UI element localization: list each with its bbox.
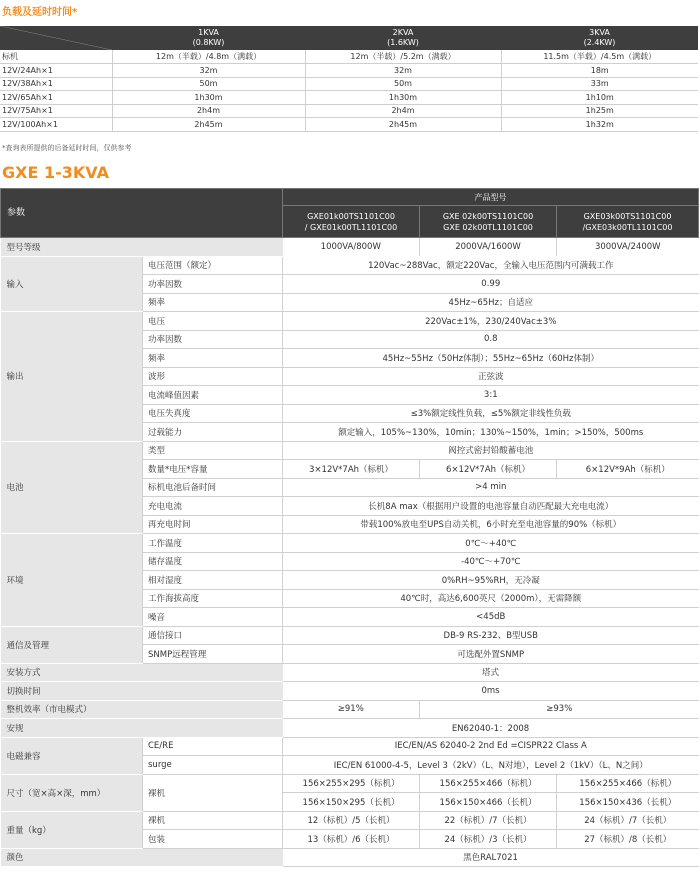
- cell-value: 正弦波: [283, 367, 699, 386]
- backup-time-table: [0, 26, 698, 132]
- row-label: 裸机: [143, 774, 283, 811]
- cell-value: 156×150×466（长机）: [420, 793, 557, 812]
- cell-value: 0℃～+40℃: [283, 534, 699, 553]
- cell-value: 18m: [501, 64, 698, 78]
- cell-value: 156×255×295（标机）: [283, 774, 420, 793]
- row-label: 过载能力: [143, 423, 283, 442]
- cell-value: 3×12V*7Ah（标机）: [283, 460, 420, 479]
- diagonal-header-cell: [0, 26, 112, 50]
- row-label: 安装方式: [1, 663, 283, 682]
- cell-value: 2000VA/1600W: [420, 238, 557, 257]
- row-label: 再充电时间: [143, 515, 283, 534]
- table-row: [1, 700, 699, 719]
- spec-section-title: GXE 1-3KVA: [2, 163, 109, 182]
- backup-header-row: [0, 26, 698, 50]
- table-row: [1, 534, 699, 553]
- row-label: 12V/38Ah×1: [0, 77, 112, 91]
- cell-value: 24（标机）/7（长机）: [557, 811, 699, 830]
- row-label: 电流峰值因素: [143, 386, 283, 405]
- table-row: [1, 811, 699, 830]
- cell-value: -40℃～+70℃: [283, 552, 699, 571]
- row-label: 通信接口: [143, 626, 283, 645]
- cell-value: 3:1: [283, 386, 699, 405]
- row-label: CE/RE: [143, 737, 283, 756]
- cell-value: 50m: [305, 77, 501, 91]
- row-label: 电压范围（额定）: [143, 256, 283, 275]
- table-row: [0, 91, 698, 105]
- cell-value: 带载100%放电至UPS自动关机，6小时充至电池容量的90%（标机）: [283, 515, 699, 534]
- table-row: [0, 118, 698, 132]
- table-row: [1, 663, 699, 682]
- row-label: 12V/24Ah×1: [0, 64, 112, 78]
- cell-value: 可选配外置SNMP: [283, 645, 699, 664]
- cell-value: 32m: [305, 64, 501, 78]
- row-label: 裸机: [143, 811, 283, 830]
- header-1kva: 1KVA (0.8KW): [112, 26, 305, 50]
- cell-value: >4 min: [283, 478, 699, 497]
- row-label: surge: [143, 756, 283, 775]
- cell-value: 12（标机）/5（长机）: [283, 811, 420, 830]
- cell-value: 塔式: [283, 663, 699, 682]
- cell-value: 156×255×466（标机）: [420, 774, 557, 793]
- cell-value: EN62040-1：2008: [283, 719, 699, 738]
- cell-value: 156×255×466（标机）: [557, 774, 699, 793]
- cell-value: <45dB: [283, 608, 699, 627]
- category-label: 输出: [1, 312, 143, 442]
- cell-value: 156×150×295（长机）: [283, 793, 420, 812]
- backup-footnote: *查询表所提供的后备延时时间，仅供参考: [2, 144, 132, 152]
- model-3: GXE03k00TS1101C00 /GXE03k00TL1101C00: [557, 206, 699, 238]
- cell-value: 长机8A max（根据用户设置的电池容量自动匹配最大充电电流）: [283, 497, 699, 516]
- row-label: 12V/75Ah×1: [0, 104, 112, 118]
- cell-value: 阀控式密封铅酸蓄电池: [283, 441, 699, 460]
- cell-value: 2h45m: [305, 118, 501, 132]
- category-label: 重量（kg）: [1, 811, 143, 848]
- table-row: [1, 441, 699, 460]
- row-label: SNMP远程管理: [143, 645, 283, 664]
- row-label: 包装: [143, 830, 283, 849]
- cell-value: 50m: [112, 77, 305, 91]
- header-2kva: 2KVA (1.6KW): [305, 26, 501, 50]
- table-row: [0, 64, 698, 78]
- table-row: [1, 238, 699, 257]
- row-label: 整机效率（市电模式）: [1, 700, 283, 719]
- table-row: [0, 77, 698, 91]
- row-label: 类型: [143, 441, 283, 460]
- table-row: [1, 312, 699, 331]
- cell-value: 1h10m: [501, 91, 698, 105]
- row-label: 工作温度: [143, 534, 283, 553]
- cell-value: DB-9 RS-232、B型USB: [283, 626, 699, 645]
- row-label: 切换时间: [1, 682, 283, 701]
- row-label: 型号等级: [1, 238, 283, 257]
- category-label: 输入: [1, 256, 143, 312]
- cell-value: 1000VA/800W: [283, 238, 420, 257]
- cell-value: 0ms: [283, 682, 699, 701]
- cell-value: IEC/EN/AS 62040-2 2nd Ed =CISPR22 Class A: [283, 737, 699, 756]
- row-label: 标机电池后备时间: [143, 478, 283, 497]
- row-label: 功率因数: [143, 275, 283, 294]
- cell-value: ≥93%: [420, 700, 699, 719]
- cell-value: 33m: [501, 77, 698, 91]
- cell-value: 40℃时，高达6,600英尺（2000m），无需降额: [283, 589, 699, 608]
- spec-header-row: [1, 189, 699, 206]
- row-label: 工作海拔高度: [143, 589, 283, 608]
- row-label: 频率: [143, 293, 283, 312]
- cell-value: 120Vac~288Vac，额定220Vac，全输入电压范围内可满载工作: [283, 256, 699, 275]
- cell-value: 2h4m: [305, 104, 501, 118]
- row-label: 数量*电压*容量: [143, 460, 283, 479]
- cell-value: 45Hz~55Hz（50Hz体制）；55Hz~65Hz（60Hz体制）: [283, 349, 699, 368]
- category-label: 尺寸（宽×高×深，mm）: [1, 774, 143, 811]
- cell-value: 24（标机）/3（长机）: [420, 830, 557, 849]
- row-label: 12V/65Ah×1: [0, 91, 112, 105]
- header-3kva: 3KVA (2.4KW): [501, 26, 698, 50]
- cell-value: 12m（半载）/4.8m（满载）: [112, 50, 305, 64]
- cell-value: 3000VA/2400W: [557, 238, 699, 257]
- row-label: 相对湿度: [143, 571, 283, 590]
- category-label: 通信及管理: [1, 626, 143, 663]
- cell-value: 2h4m: [112, 104, 305, 118]
- cell-value: 12m（半载）/5.2m（满载）: [305, 50, 501, 64]
- cell-value: 6×12V*7Ah（标机）: [420, 460, 557, 479]
- row-label: 电压: [143, 312, 283, 331]
- param-header: 参数: [1, 189, 283, 238]
- cell-value: 黑色RAL7021: [283, 848, 699, 867]
- cell-value: 156×150×436（长机）: [557, 793, 699, 812]
- category-label: 电池: [1, 441, 143, 534]
- table-row: [1, 848, 699, 867]
- cell-value: 1h30m: [305, 91, 501, 105]
- table-row: [1, 256, 699, 275]
- table-row: [1, 682, 699, 701]
- row-label: 安规: [1, 719, 283, 738]
- cell-value: 0.8: [283, 330, 699, 349]
- cell-value: 11.5m（半载）/4.5m（满载）: [501, 50, 698, 64]
- table-row: [0, 50, 698, 64]
- row-label: 功率因数: [143, 330, 283, 349]
- row-label: 波形: [143, 367, 283, 386]
- row-label: 噪音: [143, 608, 283, 627]
- cell-value: 6×12V*9Ah（标机）: [557, 460, 699, 479]
- cell-value: 32m: [112, 64, 305, 78]
- table-row: [1, 737, 699, 756]
- cell-value: ≤3%额定线性负载，≤5%额定非线性负载: [283, 404, 699, 423]
- cell-value: 22（标机）/7（长机）: [420, 811, 557, 830]
- row-label: 12V/100Ah×1: [0, 118, 112, 132]
- backup-section-title: 负载及延时时间*: [2, 7, 78, 18]
- cell-value: 27（标机）/8（长机）: [557, 830, 699, 849]
- row-label: 电压失真度: [143, 404, 283, 423]
- model-header: 产品型号: [283, 189, 699, 206]
- table-row: [0, 104, 698, 118]
- model-1: GXE01k00TS1101C00 / GXE01k00TL1101C00: [283, 206, 420, 238]
- cell-value: 0%RH~95%RH，无冷凝: [283, 571, 699, 590]
- cell-value: 额定输入，105%~130%，10min；130%~150%，1min；>150%，500ms: [283, 423, 699, 442]
- category-label: 电磁兼容: [1, 737, 143, 774]
- row-label: 储存温度: [143, 552, 283, 571]
- table-row: [1, 626, 699, 645]
- table-row: [1, 719, 699, 738]
- model-2: GXE 02k00TS1101C00 GXE 02k00TL1101C00: [420, 206, 557, 238]
- row-label: 频率: [143, 349, 283, 368]
- cell-value: IEC/EN 61000-4-5，Level 3（2kV）（L、N对地），Level 2（1kV）（L、N之间）: [283, 756, 699, 775]
- table-row: [1, 774, 699, 793]
- cell-value: 45Hz~65Hz；自适应: [283, 293, 699, 312]
- row-label: 标机: [0, 50, 112, 64]
- row-label: 颜色: [1, 848, 283, 867]
- cell-value: 1h30m: [112, 91, 305, 105]
- cell-value: 1h25m: [501, 104, 698, 118]
- cell-value: 220Vac±1%，230/240Vac±3%: [283, 312, 699, 331]
- row-label: 充电电流: [143, 497, 283, 516]
- cell-value: 0.99: [283, 275, 699, 294]
- cell-value: 2h45m: [112, 118, 305, 132]
- category-label: 环境: [1, 534, 143, 627]
- cell-value: 1h32m: [501, 118, 698, 132]
- cell-value: 13（标机）/6（长机）: [283, 830, 420, 849]
- spec-table: [0, 188, 699, 867]
- cell-value: ≥91%: [283, 700, 420, 719]
